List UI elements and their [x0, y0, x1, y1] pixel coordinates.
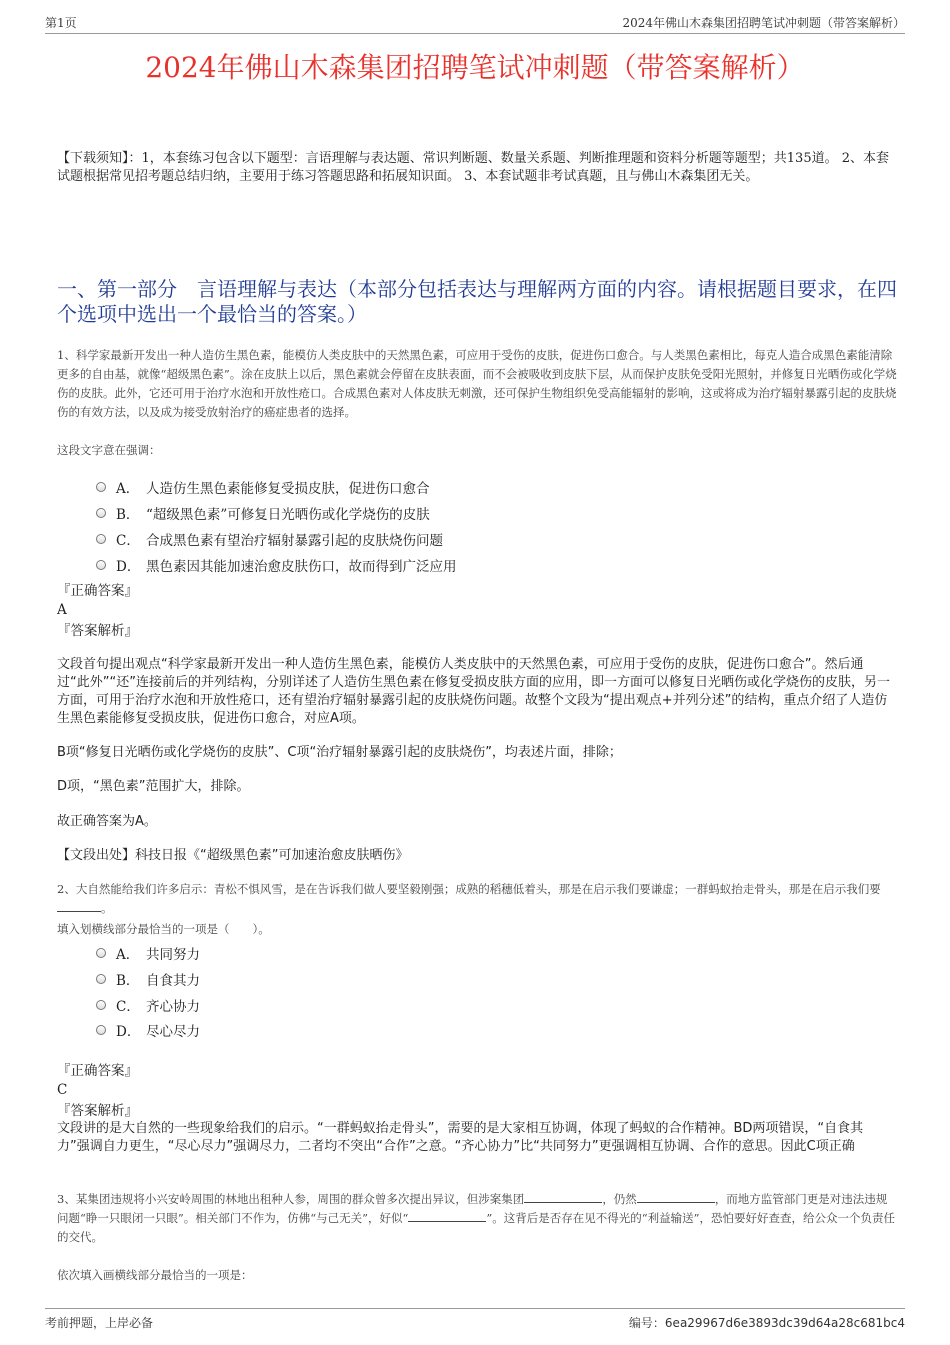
q2-answer: C [57, 1082, 68, 1098]
q3-stem-text-4: ”。这背后是否存在见不得光的“利益输送”，恐怕要好好查查，给公众一个负责任的交代。 [57, 1211, 896, 1244]
q1-option-c[interactable] [96, 529, 443, 549]
radio-icon[interactable] [96, 1000, 106, 1010]
footer-slogan: 考前押题，上岸必备 [45, 1316, 154, 1330]
q1-analysis-conclusion: 故正确答案为A。 [57, 814, 157, 829]
q3-stem-text-2: ，仍然 [602, 1192, 637, 1206]
q2-prompt: 填入划横线部分最恰当的一项是（ ）。 [57, 922, 270, 936]
footer-code-label: 编号： [628, 1316, 665, 1330]
header-divider [45, 33, 905, 34]
option-text: 尽心尽力 [146, 1024, 200, 1040]
q1-analysis-body: 文段首句提出观点“科学家最新开发出一种人造仿生黑色素，能模仿人类皮肤中的天然黑色素，可应用于受伤的皮肤，促进伤口愈合”。然后通过“此外”“还”连接前后的并列结构，分别详述了人造仿生黑色素在修复受损皮肤方面的应用，即一方面可以修复日光晒伤或化学烧伤的皮肤，另一方面，可用于治疗水泡和开放性疮口，还有望治疗辐射暴露引起的皮肤烧伤问题。故整个文段为“提出观点+并列分述”的结构，重点介绍了人造仿生黑色素能修复受损皮肤，促进伤口愈合，对应A项。 [57, 657, 890, 726]
footer-code [629, 1314, 905, 1331]
option-key: C． [116, 999, 140, 1015]
q2-option-b[interactable] [96, 969, 200, 989]
header-doc-title: 2024年佛山木森集团招聘笔试冲刺题（带答案解析） [622, 16, 905, 30]
page-number: 第1页 [45, 16, 77, 30]
q3-stem-text: 3、某集团违规将小兴安岭周围的林地出租种人参，周围的群众曾多次提出异议，但涉案集团 [57, 1192, 525, 1206]
q2-stem-text: 2、大自然能给我们许多启示：青松不惧风雪，是在告诉我们做人要坚毅刚强；成熟的稻穗低着头，那是在启示我们要谦虚；一群蚂蚁抬走骨头，那是在启示我们要 [57, 882, 881, 896]
download-notice: 【下载须知】：1，本套练习包含以下题型：言语理解与表达题、常识判断题、数量关系题、判断推理题和资料分析题等题型；共135道。 2、本套试题根据常见招考题总结归纳，主要用于练习答题思路和拓展知识面。 3、本套试题非考试真题，且与佛山木森集团无关。 [57, 151, 889, 184]
section-heading: 一、第一部分 言语理解与表达（本部分包括表达与理解两方面的内容。请根据题目要求，在四个选项中选出一个最恰当的答案。） [57, 277, 897, 326]
q2-option-c[interactable] [96, 995, 200, 1015]
option-key: B． [116, 973, 140, 989]
answer-blank [57, 899, 101, 912]
answer-blank [408, 1209, 486, 1222]
radio-icon[interactable] [96, 974, 106, 984]
q2-option-a[interactable] [96, 943, 200, 963]
q1-option-a[interactable] [96, 477, 430, 497]
radio-icon[interactable] [96, 560, 106, 570]
q1-answer-label: 『正确答案』 [57, 583, 138, 599]
q1-answer: A [57, 602, 67, 618]
option-key: C． [116, 533, 140, 549]
q1-option-b[interactable] [96, 503, 430, 523]
footer-divider [45, 1308, 905, 1309]
option-text: 共同努力 [146, 947, 200, 963]
q2-option-d[interactable] [96, 1020, 200, 1040]
option-text: 合成黑色素有望治疗辐射暴露引起的皮肤烧伤问题 [146, 533, 443, 549]
option-text: 自食其力 [146, 973, 200, 989]
radio-icon[interactable] [96, 948, 106, 958]
option-key: D． [116, 1024, 141, 1040]
answer-blank [524, 1190, 602, 1203]
radio-icon[interactable] [96, 1025, 106, 1035]
q3-stem-text-3: ，而地方监管部门更是对违法违规问题“睁一只眼闭一只眼”。相关部门不作为，仿佛“与己无关”，好似“ [57, 1192, 888, 1225]
option-key: B． [116, 507, 140, 523]
page-title: 2024年佛山木森集团招聘笔试冲刺题（带答案解析） [145, 51, 805, 84]
option-text: 人造仿生黑色素能修复受损皮肤，促进伤口愈合 [146, 481, 430, 497]
q1-analysis-bc: B项“修复日光晒伤或化学烧伤的皮肤”、C项“治疗辐射暴露引起的皮肤烧伤”，均表述片面，排除； [57, 745, 622, 760]
q3-prompt: 依次填入画横线部分最恰当的一项是： [57, 1268, 253, 1282]
q1-analysis-d: D项，“黑色素”范围扩大，排除。 [57, 779, 250, 794]
option-key: A． [116, 481, 140, 497]
answer-blank [637, 1190, 715, 1203]
q1-prompt: 这段文字意在强调： [57, 443, 161, 457]
option-text: “超级黑色素”可修复日光晒伤或化学烧伤的皮肤 [146, 507, 430, 523]
radio-icon[interactable] [96, 508, 106, 518]
q1-source: 【文段出处】科技日报《“超级黑色素”可加速治愈皮肤晒伤》 [57, 848, 409, 863]
option-key: A． [116, 947, 140, 963]
option-text: 齐心协力 [146, 999, 200, 1015]
footer-code-value: 6ea29967d6e3893dc39d64a28c681bc4 [664, 1316, 905, 1330]
option-key: D． [116, 559, 141, 575]
q1-option-d[interactable] [96, 555, 457, 575]
q1-analysis-label: 『答案解析』 [57, 623, 138, 639]
q2-stem [57, 880, 892, 918]
option-text: 黑色素因其能加速治愈皮肤伤口，故而得到广泛应用 [146, 559, 457, 575]
q3-stem [57, 1190, 897, 1247]
q2-stem-end: 。 [101, 901, 113, 915]
q2-answer-label: 『正确答案』 [57, 1063, 138, 1079]
radio-icon[interactable] [96, 534, 106, 544]
q2-analysis-body: 文段讲的是大自然的一些现象给我们的启示。“一群蚂蚁抬走骨头”，需要的是大家相互协调，体现了蚂蚁的合作精神。BD两项错误，“自食其力”强调自力更生，“尽心尽力”强调尽力，二者均不突出“合作”之意。“齐心协力”比“共同努力”更强调相互协调、合作的意思。因此C项正确 [57, 1121, 864, 1154]
radio-icon[interactable] [96, 482, 106, 492]
q2-analysis-label: 『答案解析』 [57, 1103, 138, 1119]
q1-stem: 1、科学家最新开发出一种人造仿生黑色素，能模仿人类皮肤中的天然黑色素，可应用于受伤的皮肤，促进伤口愈合。与人类黑色素相比，每克人造合成黑色素能清除更多的自由基，就像“超级黑色素”。涂在皮肤上以后，黑色素就会停留在皮肤表面，而不会被吸收到皮肤下层，从而保护皮肤免受阳光照射，并修复日光晒伤或化学烧伤的皮肤。此外，它还可用于治疗水泡和开放性疮口。合成黑色素对人体皮肤无刺激，还可保护生物组织免受高能辐射的影响，这或将成为治疗辐射暴露引起的皮肤烧伤的有效方法，以及成为接受放射治疗的癌症患者的选择。 [57, 348, 897, 419]
